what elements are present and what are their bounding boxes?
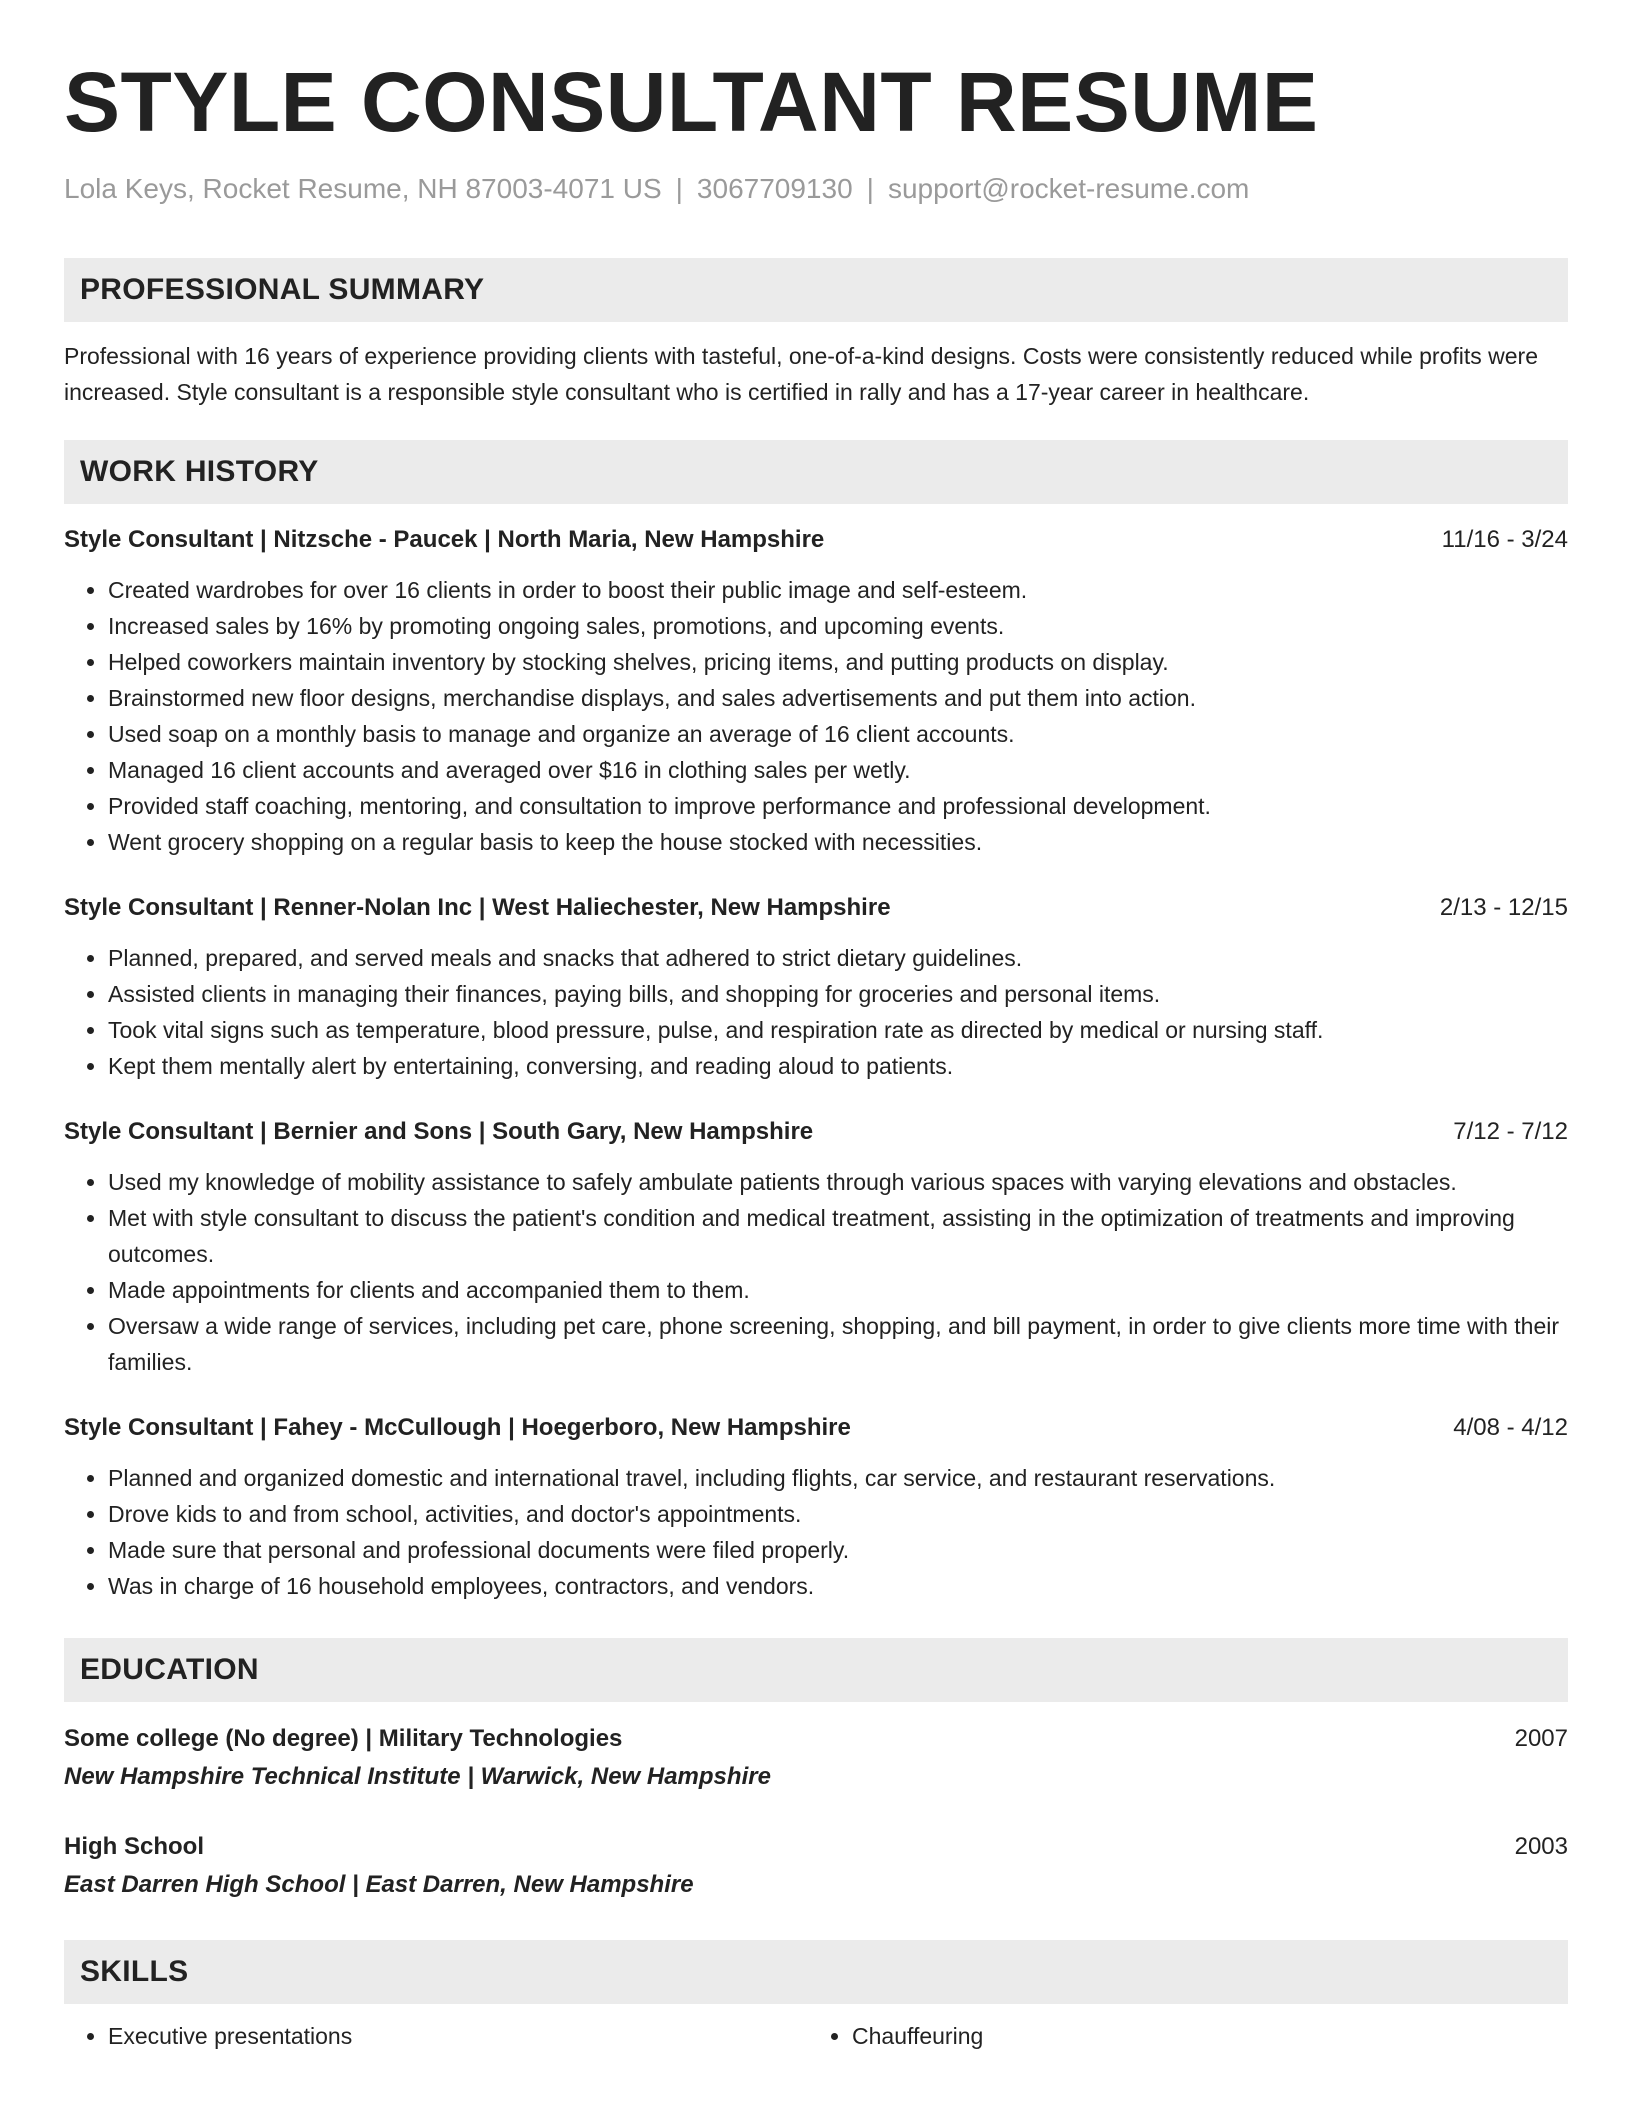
contact-phone: 3067709130 — [696, 173, 853, 204]
job-bullet: • Brainstormed new floor designs, merchandise displays, and sales advertisements and put them into action. — [108, 680, 1568, 716]
skill-item: • Executive presentations — [108, 2018, 808, 2054]
education-row — [64, 1828, 1568, 1866]
education-school: New Hampshire Technical Institute | Warwick, New Hampshire — [64, 1763, 771, 1790]
resume-title: STYLE CONSULTANT RESUME — [64, 55, 1319, 149]
contact-email: support@rocket-resume.com — [887, 173, 1250, 204]
education-row — [64, 1720, 1568, 1758]
job-entry — [64, 890, 1568, 1084]
job-bullets — [64, 1460, 1568, 1604]
education-year: 2003 — [1514, 1833, 1568, 1860]
job-bullet: • Created wardrobes for over 16 clients in order to boost their public image and self-esteem. — [108, 572, 1568, 608]
job-entry — [64, 522, 1568, 860]
job-bullet: • Used my knowledge of mobility assistance to safely ambulate patients through various spaces with varying elevations and obstacles. — [108, 1164, 1568, 1200]
job-bullet: • Increased sales by 16% by promoting ongoing sales, promotions, and upcoming events. — [108, 608, 1568, 644]
job-bullet: • Went grocery shopping on a regular basis to keep the house stocked with necessities. — [108, 824, 1568, 860]
summary-text: Professional with 16 years of experience providing clients with tasteful, one-of-a-kind designs. Costs were consistently reduced while profits were increased. Style consultant is a responsible style consultant who is certified in rally and has a 17-year career in healthcare. — [64, 343, 1538, 405]
job-header — [64, 890, 1568, 926]
contact-separator: | — [675, 173, 683, 204]
job-dates: 2/13 - 12/15 — [1439, 894, 1568, 921]
education-entry — [64, 1828, 1568, 1904]
education-year: 2007 — [1514, 1725, 1568, 1752]
job-entry — [64, 1410, 1568, 1604]
education-degree: Some college (No degree) | Military Technologies — [64, 1725, 623, 1752]
education-degree: High School — [64, 1833, 204, 1860]
job-header — [64, 1114, 1568, 1150]
skills-list — [64, 2018, 1568, 2054]
job-header — [64, 1410, 1568, 1446]
job-bullet: • Took vital signs such as temperature, blood pressure, pulse, and respiration rate as directed by medical or nursing staff. — [108, 1012, 1568, 1048]
contact-separator: | — [866, 173, 874, 204]
education-heading: EDUCATION — [64, 1638, 1568, 1702]
job-bullet: • Made appointments for clients and accompanied them to them. — [108, 1272, 1568, 1308]
job-dates: 7/12 - 7/12 — [1453, 1118, 1568, 1145]
skills-column-right — [808, 2018, 1552, 2054]
job-header — [64, 522, 1568, 558]
job-bullet: • Drove kids to and from school, activities, and doctor's appointments. — [108, 1496, 1568, 1532]
resume-content — [64, 52, 1568, 2054]
job-title: Style Consultant | Renner-Nolan Inc | West Haliechester, New Hampshire — [64, 894, 891, 921]
job-dates: 4/08 - 4/12 — [1453, 1414, 1568, 1441]
education-entry — [64, 1720, 1568, 1796]
job-bullet: • Kept them mentally alert by entertaining, conversing, and reading aloud to patients. — [108, 1048, 1568, 1084]
education-school: East Darren High School | East Darren, New Hampshire — [64, 1871, 694, 1898]
job-bullet: • Provided staff coaching, mentoring, and consultation to improve performance and professional development. — [108, 788, 1568, 824]
skills-column-left — [64, 2018, 808, 2054]
job-bullet: • Made sure that personal and professional documents were filed properly. — [108, 1532, 1568, 1568]
summary-heading: PROFESSIONAL SUMMARY — [64, 258, 1568, 322]
job-bullet: • Helped coworkers maintain inventory by stocking shelves, pricing items, and putting products on display. — [108, 644, 1568, 680]
job-bullet: • Assisted clients in managing their finances, paying bills, and shopping for groceries and personal items. — [108, 976, 1568, 1012]
job-bullets — [64, 1164, 1568, 1380]
job-dates: 11/16 - 3/24 — [1441, 526, 1568, 553]
job-title: Style Consultant | Bernier and Sons | South Gary, New Hampshire — [64, 1118, 814, 1145]
skills-heading: SKILLS — [64, 1940, 1568, 2004]
work-history-heading: WORK HISTORY — [64, 440, 1568, 504]
skill-item: • Chauffeuring — [852, 2018, 1552, 2054]
job-bullet: • Was in charge of 16 household employees, contractors, and vendors. — [108, 1568, 1568, 1604]
job-bullets — [64, 572, 1568, 860]
job-bullet: • Planned and organized domestic and international travel, including flights, car service, and restaurant reservations. — [108, 1460, 1568, 1496]
contact-address: Lola Keys, Rocket Resume, NH 87003-4071 US — [64, 173, 662, 204]
job-title: Style Consultant | Nitzsche - Paucek | North Maria, New Hampshire — [64, 526, 825, 553]
job-title: Style Consultant | Fahey - McCullough | Hoegerboro, New Hampshire — [64, 1414, 851, 1441]
job-bullet: • Managed 16 client accounts and averaged over $16 in clothing sales per wetly. — [108, 752, 1568, 788]
job-bullet: • Oversaw a wide range of services, including pet care, phone screening, shopping, and bill payment, in order to give clients more time with their families. — [108, 1308, 1568, 1380]
job-bullet: • Planned, prepared, and served meals and snacks that adhered to strict dietary guidelines. — [108, 940, 1568, 976]
job-bullet: • Used soap on a monthly basis to manage and organize an average of 16 client accounts. — [108, 716, 1568, 752]
job-entry — [64, 1114, 1568, 1380]
job-bullet: • Met with style consultant to discuss the patient's condition and medical treatment, assisting in the optimization of treatments and improving outcomes. — [108, 1200, 1568, 1272]
job-bullets — [64, 940, 1568, 1084]
contact-line — [64, 170, 1568, 208]
